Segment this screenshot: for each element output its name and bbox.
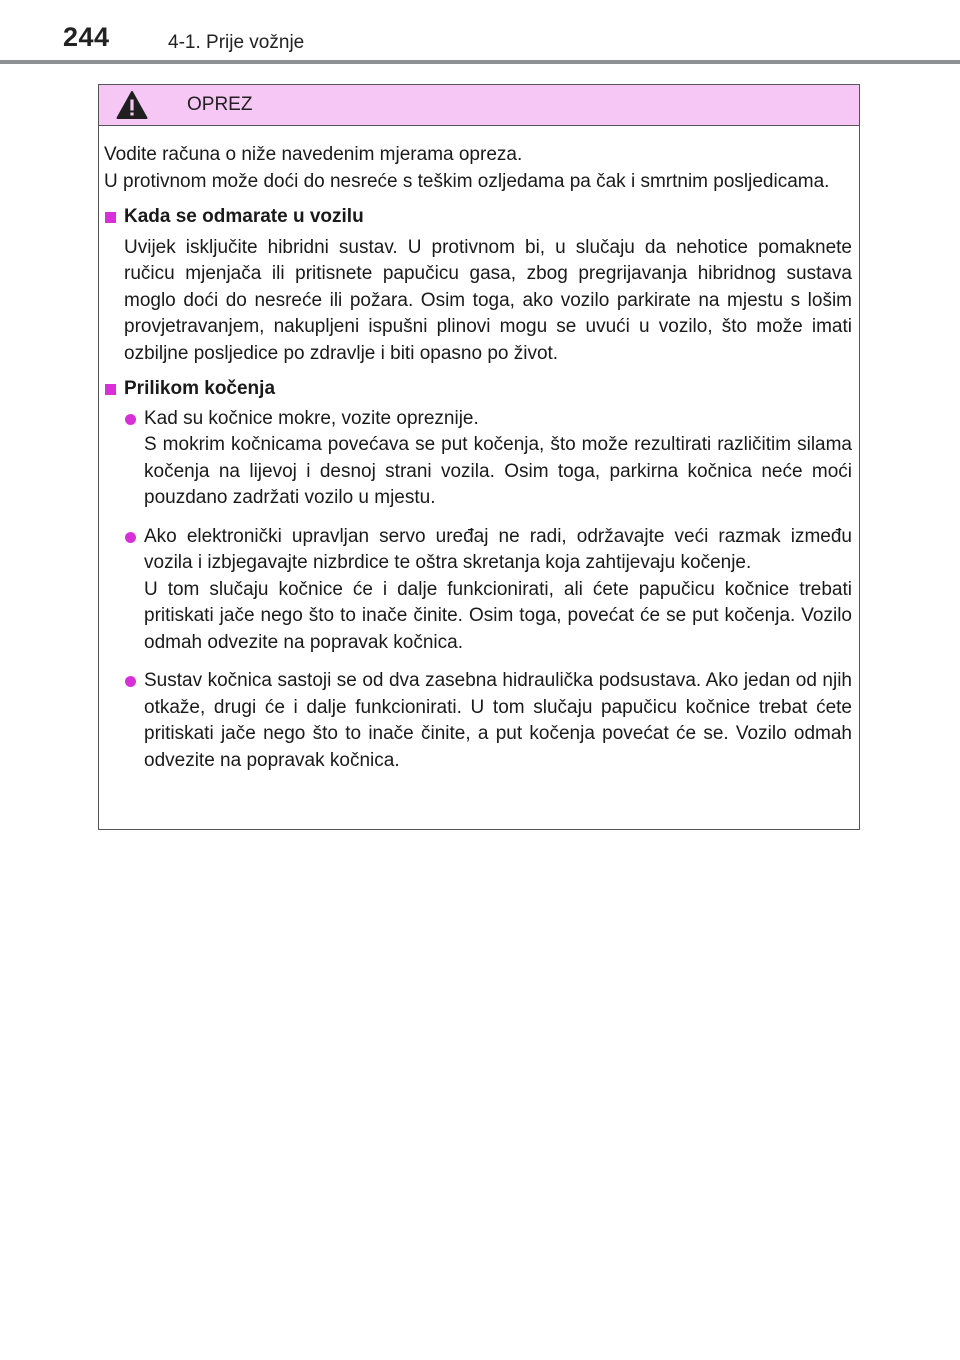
list-item	[124, 406, 852, 512]
intro-line: U protivnom može doći do nesreće s teškim ozljedama pa čak i smrtnim posljedicama.	[104, 170, 830, 192]
section-title: 4-1. Prije vožnje	[168, 32, 305, 53]
caution-header	[99, 85, 859, 126]
section-heading	[104, 204, 852, 231]
caution-title: OPREZ	[187, 94, 253, 115]
list-item-line: Sustav kočnica sastoji se od dva zasebna hidraulička podsustava. Ako jedan od njih otkaže, drugi će i dalje funkcionirati. U tom slučaju papučicu kočnice trebat ćete pritiskati jače nego što to inače činite, a put kočenja povećat će se. Vozilo odmah odvezite na popravak kočnica.	[144, 670, 852, 771]
list-item	[124, 524, 852, 657]
round-bullet-icon	[125, 414, 136, 425]
square-bullet-icon	[105, 384, 116, 395]
caution-box	[98, 84, 860, 830]
header-rule	[0, 60, 960, 64]
caution-body	[99, 126, 859, 774]
page-number: 244	[63, 22, 110, 52]
list-item-line: Ako elektronički upravljan servo uređaj ne radi, održavajte veći razmak između vozila i izbjegavajte nizbrdice te oštra skretanja koja zahtijevaju kočenje.	[144, 525, 852, 573]
page-header	[0, 0, 960, 64]
section-heading-text: Kada se odmarate u vozilu	[124, 206, 364, 227]
list-item-line: U tom slučaju kočnice će i dalje funkcionirati, ali ćete papučicu kočnice trebati pritiskati jače nego što to inače činite. Osim toga, povećat će se put kočenja. Vozilo odmah odvezite na popravak kočnica.	[144, 578, 852, 653]
section-text: Uvijek isključite hibridni sustav. U protivnom bi, u slučaju da nehotice pomaknete ručicu mjenjača ili pritisnete papučicu gasa, zbog pregrijavanja hibridnog sustava moglo doći do nesreće ili požara. Osim toga, ako vozilo parkirate na mjestu s lošim provjetravanjem, nakupljeni ispušni plinovi mogu se uvući u vozilo, što može imati ozbiljne posljedice po zdravlje i biti opasno po život.	[124, 236, 852, 364]
list-item-line: Kad su kočnice mokre, vozite opreznije.	[144, 407, 479, 429]
section-heading	[104, 376, 852, 403]
list-item	[124, 668, 852, 774]
intro-line: Vodite računa o niže navedenim mjerama opreza.	[104, 144, 523, 165]
warning-triangle-icon	[116, 90, 148, 120]
list-item-line: S mokrim kočnicama povećava se put kočenja, što može rezultirati različitim silama kočenja na lijevoj i desnoj strani vozila. Osim toga, parkirna kočnica neće moći pouzdano zadržati vozilo u mjestu.	[144, 434, 852, 508]
section-heading-text: Prilikom kočenja	[124, 378, 276, 399]
square-bullet-icon	[105, 212, 116, 223]
round-bullet-icon	[125, 676, 136, 687]
round-bullet-icon	[125, 532, 136, 543]
